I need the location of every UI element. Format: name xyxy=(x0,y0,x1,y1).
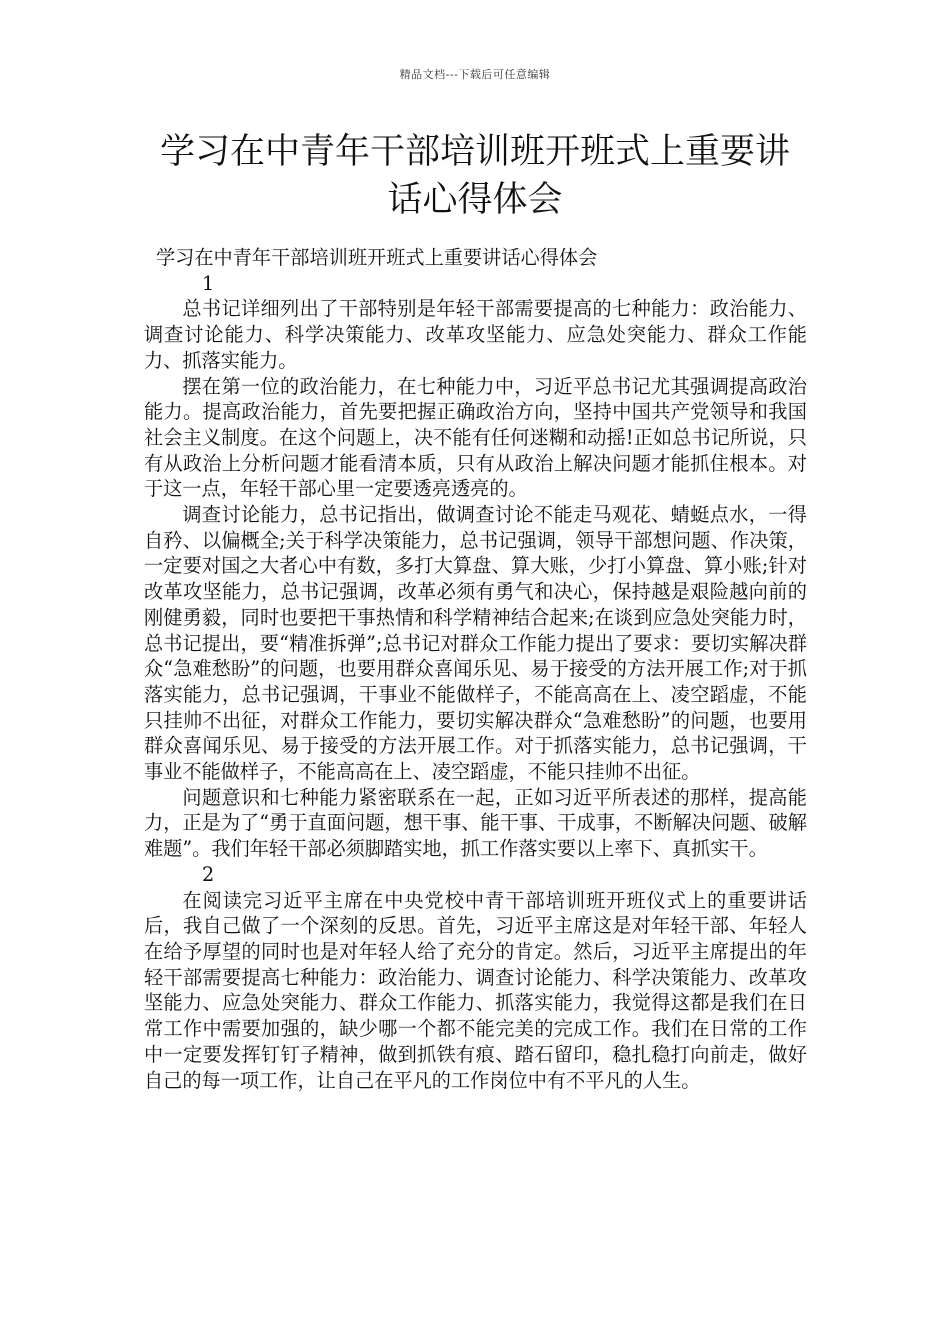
document-body xyxy=(144,245,807,1093)
document-subtitle: 学习在中青年干部培训班开班式上重要讲话心得体会 xyxy=(156,246,598,269)
body-paragraph: 问题意识和七种能力紧密联系在一起，正如习近平所表述的那样，提高能力，正是为了“勇于直面问题，想干事、能干事、干成事，不断解决问题、破解难题”。我们年轻干部必须脚踏实地，抓工作落实要以上率下、真抓实干。 xyxy=(144,785,807,861)
body-paragraph: 在阅读完习近平主席在中央党校中青干部培训班开班仪式上的重要讲话后，我自己做了一个深刻的反思。首先，习近平主席这是对年轻干部、年轻人在给予厚望的同时也是对年轻人给了充分的肯定。然后，习近平主席提出的年轻干部需要提高七种能力：政治能力、调查讨论能力、科学决策能力、改革攻坚能力、应急处突能力、群众工作能力、抓落实能力，我觉得这都是我们在日常工作中需要加强的，缺少哪一个都不能完美的完成工作。我们在日常的工作中一定要发挥钉钉子精神，做到抓铁有痕、踏石留印，稳扎稳打向前走，做好自己的每一项工作，让自己在平凡的工作岗位中有不平凡的人生。 xyxy=(144,888,807,1092)
document-title: 学习在中青年干部培训班开班式上重要讲话心得体会 xyxy=(159,132,790,220)
header-note: 精品文档---下载后可任意编辑 xyxy=(399,68,551,81)
body-paragraph: 调查讨论能力，总书记指出，做调查讨论不能走马观花、蜻蜓点水，一得自矜、以偏概全;关于科学决策能力，总书记强调，领导干部想问题、作决策，一定要对国之大者心中有数，多打大算盘、算大账，少打小算盘、算小账;针对改革攻坚能力，总书记强调，改革必须有勇气和决心，保持越是艰险越向前的刚健勇毅，同时也要把干事热情和科学精神结合起来;在谈到应急处突能力时，总书记提出，要“精准拆弹”;总书记对群众工作能力提出了要求：要切实解决群众“急难愁盼”的问题，也要用群众喜闻乐见、易于接受的方法开展工作;对于抓落实能力，总书记强调，干事业不能做样子，不能高高在上、凌空蹈虚，不能只挂帅不出征，对群众工作能力，要切实解决群众“急难愁盼”的问题，也要用群众喜闻乐见、易于接受的方法开展工作。对于抓落实能力，总书记强调，干事业不能做样子，不能高高在上、凌空蹈虚，不能只挂帅不出征。 xyxy=(144,503,807,784)
section-number: 1 xyxy=(202,271,215,295)
body-paragraph: 摆在第一位的政治能力，在七种能力中，习近平总书记尤其强调提高政治能力。提高政治能力，首先要把握正确政治方向，坚持中国共产党领导和我国社会主义制度。在这个问题上，决不能有任何迷糊和动摇!正如总书记所说，只有从政治上分析问题才能看清本质，只有从政治上解决问题才能抓住根本。对于这一点，年轻干部心里一定要透亮透亮的。 xyxy=(144,374,807,501)
body-paragraph: 总书记详细列出了干部特别是年轻干部需要提高的七种能力：政治能力、调查讨论能力、科学决策能力、改革攻坚能力、应急处突能力、群众工作能力、抓落实能力。 xyxy=(144,297,807,372)
section-number: 2 xyxy=(202,862,215,886)
